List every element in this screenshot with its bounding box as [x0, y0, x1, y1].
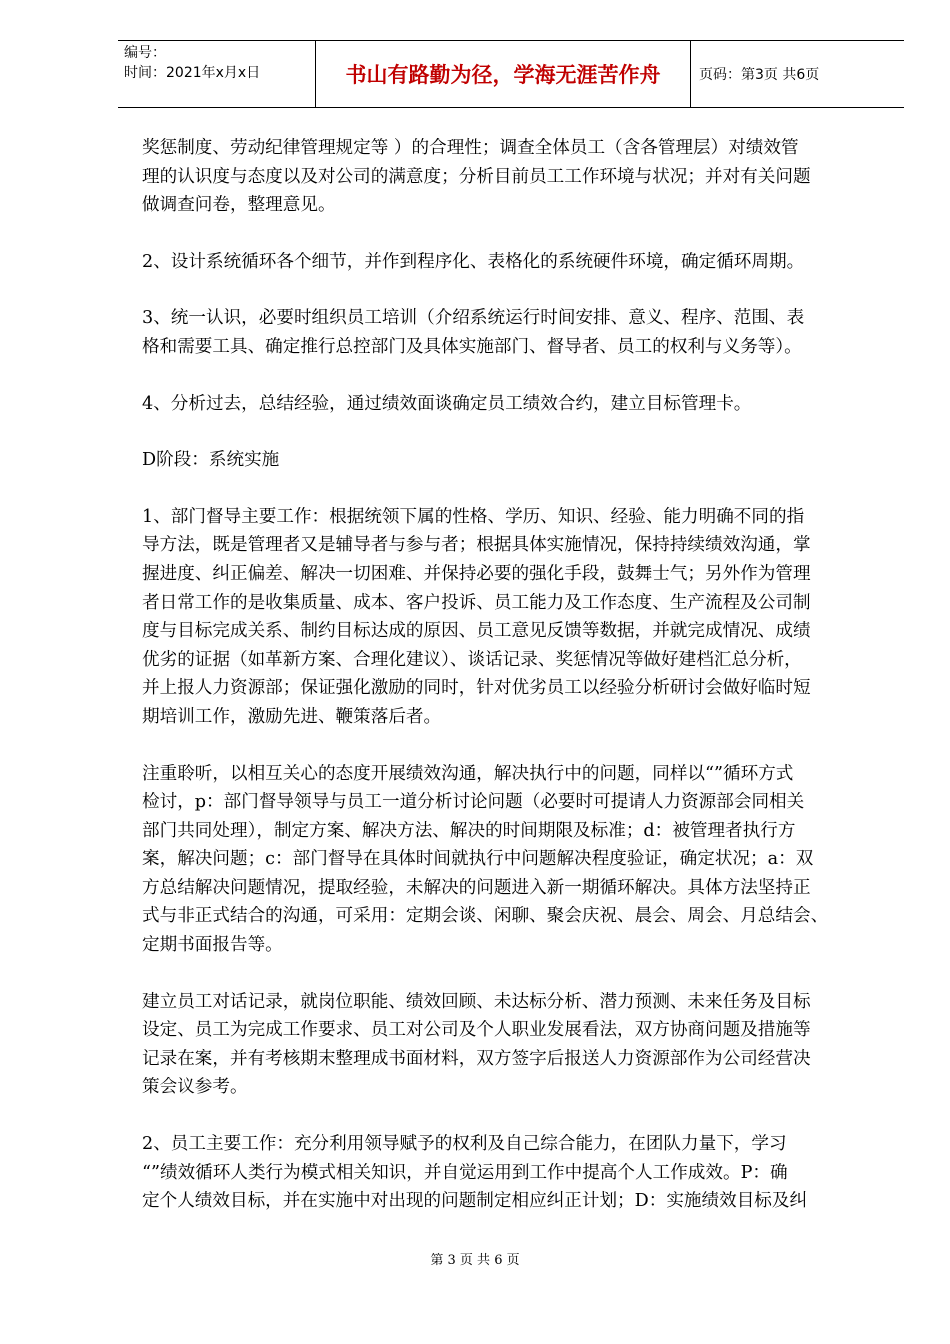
body-paragraph [142, 760, 884, 960]
header-motto: 书山有路勤为径，学海无涯苦作舟 [315, 41, 691, 107]
body-paragraph [142, 1130, 884, 1216]
body-paragraph [142, 988, 884, 1102]
paragraph-line: 1、部门督导主要工作：根据统领下属的性格、学历、知识、经验、能力明确不同的指 [142, 506, 805, 527]
header-meta [118, 41, 315, 107]
paragraph-line: 奖惩制度、劳动纪律管理规定等 ）的合理性；调查全体员工（含各管理层）对绩效管 [142, 138, 799, 158]
paragraph-line: “”绩效循环人类行为模式相关知识，并自觉运用到工作中提高个人工作成效。P：确 [142, 1162, 788, 1183]
paragraph-line: 优劣的证据（如革新方案、合理化建议）、谈话记录、奖惩情况等做好建档汇总分析， [142, 649, 802, 670]
page-footer: 第 3 页 共 6 页 [430, 1253, 520, 1268]
header-number-label: 编号： [124, 45, 166, 61]
paragraph-line: D阶段：系统实施 [142, 450, 280, 471]
header-time-label: 时间：2021年x月x日 [124, 65, 261, 81]
paragraph-line: 记录在案，并有考核期末整理成书面材料，双方签字后报送人力资源部作为公司经营决 [142, 1048, 811, 1069]
paragraph-line: 策会议参考。 [142, 1077, 248, 1098]
document-header [118, 40, 904, 108]
body-paragraph [142, 134, 884, 220]
paragraph-line: 者日常工作的是收集质量、成本、客户投诉、员工能力及工作态度、生产流程及公司制 [142, 592, 811, 613]
paragraph-line: 注重聆听，以相互关心的态度开展绩效沟通，解决执行中的问题，同样以“”循环方式 [142, 763, 794, 784]
header-page-label: 页码：第3页 共6页 [699, 67, 820, 83]
paragraph-line: 格和需要工具、确定推行总控部门及具体实施部门、督导者、员工的权利与义务等）。 [142, 336, 802, 357]
paragraph-line: 方总结解决问题情况，提取经验，未解决的问题进入新一期循环解决。具体方法坚持正 [142, 877, 811, 898]
paragraph-line: 定期书面报告等。 [142, 935, 283, 956]
document-body [142, 134, 884, 1244]
paragraph-line: 做调查问卷，整理意见。 [142, 195, 336, 216]
paragraph-line: 定个人绩效目标，并在实施中对出现的问题制定相应纠正计划；D：实施绩效目标及纠 [142, 1191, 808, 1212]
paragraph-line: 理的认识度与态度以及对公司的满意度；分析目前员工工作环境与状况；并对有关问题 [142, 166, 811, 187]
paragraph-line: 设定、员工为完成工作要求、员工对公司及个人职业发展看法，双方协商问题及措施等 [142, 1020, 811, 1041]
body-paragraph [142, 304, 884, 361]
paragraph-line: 握进度、纠正偏差、解决一切困难、并保持必要的强化手段，鼓舞士气；另外作为管理 [142, 563, 811, 584]
paragraph-line: 4、分析过去，总结经验，通过绩效面谈确定员工绩效合约，建立目标管理卡。 [142, 393, 752, 414]
paragraph-line: 2、员工主要工作：充分利用领导赋予的权利及自己综合能力，在团队力量下，学习 [142, 1134, 787, 1155]
body-paragraph [142, 503, 884, 732]
paragraph-line: 导方法，既是管理者又是辅导者与参与者；根据具体实施情况，保持持续绩效沟通，掌 [142, 535, 811, 556]
body-paragraph [142, 446, 884, 475]
body-paragraph [142, 390, 884, 419]
paragraph-line: 度与目标完成关系、制约目标达成的原因、员工意见反馈等数据，并就完成情况、成绩 [142, 621, 811, 642]
paragraph-line: 2、设计系统循环各个细节，并作到程序化、表格化的系统硬件环境，确定循环周期。 [142, 251, 805, 272]
paragraph-line: 3、统一认识，必要时组织员工培训（介绍系统运行时间安排、意义、程序、范围、表 [142, 308, 805, 329]
paragraph-line: 检讨，p：部门督导领导与员工一道分析讨论问题（必要时可提请人力资源部会同相关 [142, 792, 805, 813]
paragraph-line: 期培训工作，激励先进、鞭策落后者。 [142, 706, 442, 727]
paragraph-line: 并上报人力资源部；保证强化激励的同时，针对优劣员工以经验分析研讨会做好临时短 [142, 678, 811, 699]
paragraph-line: 部门共同处理），制定方案、解决方法、解决的时间期限及标准；d：被管理者执行方 [142, 820, 796, 841]
body-paragraph [142, 248, 884, 277]
paragraph-line: 建立员工对话记录，就岗位职能、绩效回顾、未达标分析、潜力预测、未来任务及目标 [142, 991, 811, 1012]
paragraph-line: 式与非正式结合的沟通，可采用：定期会谈、闲聊、聚会庆祝、晨会、周会、月总结会、 [142, 906, 829, 927]
paragraph-line: 案，解决问题；c：部门督导在具体时间就执行中问题解决程度验证，确定状况；a：双 [142, 849, 814, 870]
